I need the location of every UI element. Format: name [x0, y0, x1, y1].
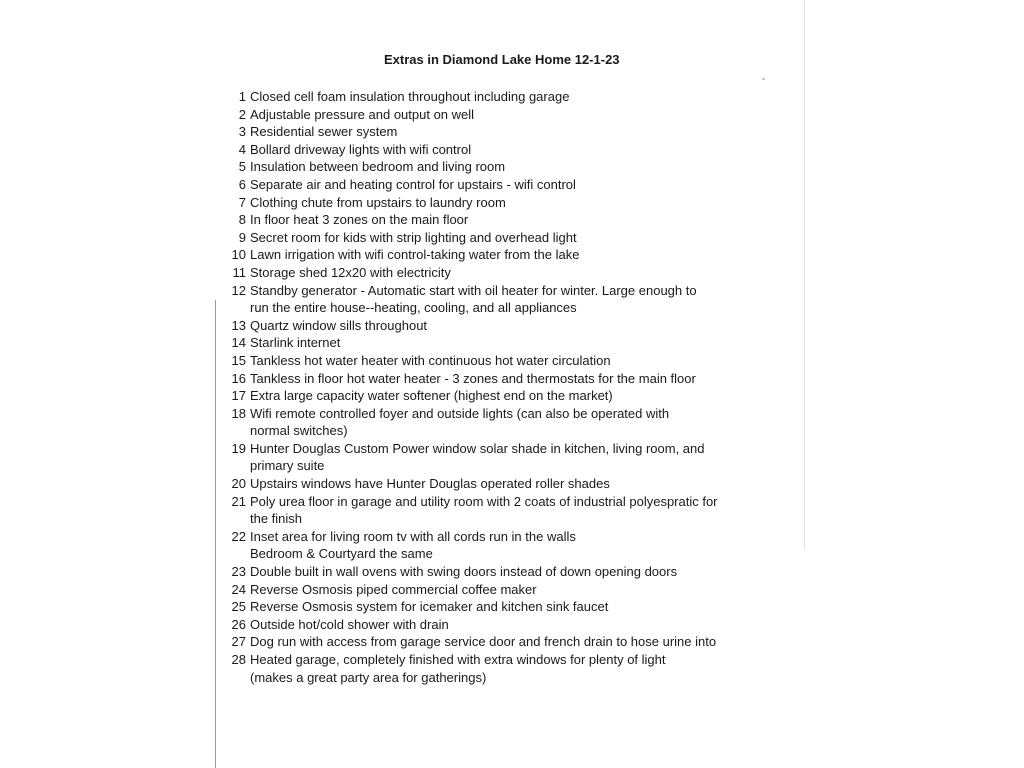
item-number: 26 [231, 616, 246, 632]
item-number: 27 [231, 634, 246, 650]
item-text: Lawn irrigation with wifi control-taking water from the lake [250, 247, 580, 263]
list-item [226, 194, 786, 212]
item-text: Tankless in floor hot water heater - 3 zones and thermostats for the main floor [250, 370, 696, 386]
item-number: 6 [238, 176, 246, 192]
item-number: 20 [231, 476, 246, 492]
item-text: Clothing chute from upstairs to laundry room [250, 194, 506, 210]
list-item [226, 598, 786, 616]
item-number: 7 [238, 194, 246, 210]
list-item [226, 282, 786, 317]
item-number: 11 [232, 264, 246, 280]
list-item [226, 563, 786, 581]
list-item [226, 158, 786, 176]
item-number: 4 [238, 141, 246, 157]
list-item [226, 405, 786, 440]
list-item [226, 317, 786, 335]
item-text: Hunter Douglas Custom Power window solar shade in kitchen, living room, and [250, 440, 705, 456]
item-number: 9 [238, 229, 246, 245]
item-text-continued: the finish [250, 511, 303, 527]
item-number: 17 [231, 388, 246, 404]
list-item [226, 334, 786, 352]
item-text: Reverse Osmosis system for icemaker and kitchen sink faucet [250, 599, 609, 615]
item-text: Secret room for kids with strip lighting and overhead light [250, 229, 577, 245]
item-text: In floor heat 3 zones on the main floor [250, 212, 469, 228]
item-text: Closed cell foam insulation throughout including garage [250, 89, 570, 104]
list-item [226, 528, 786, 563]
item-number: 16 [231, 370, 246, 386]
item-number: 28 [231, 652, 246, 667]
item-number: 1 [238, 89, 246, 104]
item-text: Insulation between bedroom and living room [250, 159, 506, 175]
item-number: 19 [231, 440, 246, 456]
item-text: Dog run with access from garage service door and french drain to hose urine into [250, 634, 717, 650]
list-item [226, 88, 786, 106]
list-item [226, 475, 786, 493]
item-text: Heated garage, completely finished with extra windows for plenty of light [250, 652, 666, 667]
item-text: Poly urea floor in garage and utility room with 2 coats of industrial polyespratic for [250, 493, 718, 509]
item-text: Residential sewer system [250, 124, 398, 140]
item-text: Bollard driveway lights with wifi control [250, 141, 472, 157]
item-text: Adjustable pressure and output on well [250, 106, 475, 122]
item-text: Double built in wall ovens with swing doors instead of down opening doors [250, 564, 678, 580]
list-item [226, 581, 786, 599]
extras-list [226, 88, 786, 686]
item-text-continued: primary suite [250, 458, 325, 474]
list-item [226, 141, 786, 159]
item-text: Separate air and heating control for upstairs - wifi control [250, 176, 576, 192]
item-text: Standby generator - Automatic start with oil heater for winter. Large enough to [250, 282, 697, 298]
item-number: 13 [231, 317, 246, 333]
item-number: 22 [231, 528, 246, 544]
list-item [226, 651, 786, 686]
scan-speck [762, 78, 765, 80]
list-item [226, 106, 786, 124]
list-item [226, 633, 786, 651]
item-number: 14 [231, 335, 246, 351]
list-item [226, 352, 786, 370]
list-item [226, 176, 786, 194]
item-number: 15 [231, 352, 246, 368]
item-text: Extra large capacity water softener (highest end on the market) [250, 388, 613, 404]
list-item [226, 211, 786, 229]
item-text: Storage shed 12x20 with electricity [250, 264, 451, 280]
list-item [226, 370, 786, 388]
item-number: 18 [231, 405, 246, 421]
item-number: 12 [231, 282, 246, 298]
item-text: Quartz window sills throughout [250, 317, 428, 333]
list-item [226, 616, 786, 634]
item-number: 2 [238, 106, 246, 122]
item-text-continued: Bedroom & Courtyard the same [250, 546, 433, 562]
item-text: Upstairs windows have Hunter Douglas operated roller shades [250, 476, 610, 492]
item-number: 10 [231, 247, 246, 263]
item-number: 21 [231, 493, 246, 509]
list-item [226, 493, 786, 528]
item-text-continued: run the entire house--heating, cooling, and all appliances [250, 300, 577, 316]
list-item [226, 246, 786, 264]
item-number: 25 [231, 599, 246, 615]
item-number: 23 [231, 564, 246, 580]
list-item [226, 440, 786, 475]
item-text: Inset area for living room tv with all cords run in the walls [250, 528, 576, 544]
list-item [226, 229, 786, 247]
item-number: 5 [238, 159, 246, 175]
document-title: Extras in Diamond Lake Home 12-1-23 [384, 52, 620, 67]
item-text: Tankless hot water heater with continuous hot water circulation [250, 352, 611, 368]
list-item [226, 264, 786, 282]
item-text: Starlink internet [250, 335, 341, 351]
item-text: Wifi remote controlled foyer and outside lights (can also be operated with [250, 405, 670, 421]
item-text: Outside hot/cold shower with drain [250, 616, 449, 632]
list-item [226, 123, 786, 141]
scan-edge-left [215, 300, 216, 768]
item-number: 24 [231, 581, 246, 597]
item-text: Reverse Osmosis piped commercial coffee maker [250, 581, 537, 597]
scan-edge-right [804, 0, 805, 550]
item-text-continued: normal switches) [250, 423, 348, 439]
item-number: 8 [238, 212, 246, 228]
item-text-continued: (makes a great party area for gatherings) [250, 669, 487, 685]
item-number: 3 [238, 124, 246, 140]
list-item [226, 387, 786, 405]
